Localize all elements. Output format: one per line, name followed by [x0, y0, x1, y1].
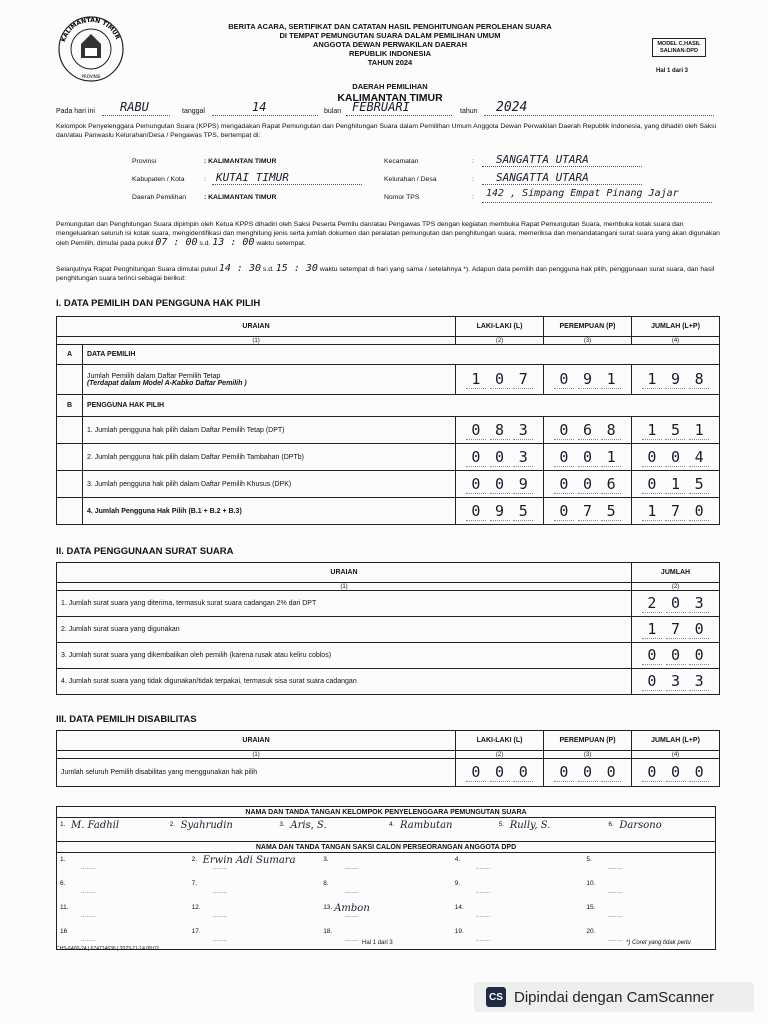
kelurahan-value: SANGATTA UTARA [496, 171, 589, 184]
col-uraian: URAIAN [57, 317, 456, 337]
header-line-4: REPUBLIK INDONESIA [348, 49, 432, 58]
saksi-signature-grid [57, 853, 715, 949]
footnote: *) Coret yang tidak perlu [626, 940, 691, 946]
form-code: CHS-6400-24 | 674714636 | 2023-11-14 08:02 [56, 946, 159, 952]
hari-value: RABU [120, 100, 149, 114]
table-row: Jumlah seluruh Pemilih disabilitas yang menggunakan hak pilih 0 0 0 0 0 0 0 0 0 [57, 759, 720, 787]
time-end: 13 : 00 [212, 237, 255, 248]
kpps-signature-2: 2. Syahrudin [169, 820, 233, 831]
section-1-title: I. DATA PEMILIH DAN PENGGUNA HAK PILIH [56, 298, 261, 309]
kpps-signature-4: 4. Rambutan [389, 820, 453, 831]
table-row: 3. Jumlah surat suara yang dikembalikan oleh pemilih (karena rusak atau keliru coblos) 0 0 0 [57, 643, 720, 669]
kabkota-value: KUTAI TIMUR [216, 171, 289, 184]
col-jumlah: JUMLAH [632, 563, 720, 583]
table-row: 2. Jumlah pengguna hak pilih dalam Daftar Pemilih Tambahan (DPTb) 0 0 3 0 0 1 0 0 4 [57, 444, 720, 471]
kabkota-label: Kabupaten / Kota [132, 176, 185, 183]
saksi-signature-20: 20. ........ [586, 928, 622, 943]
kpps-signature-title: NAMA DAN TANDA TANGAN KELOMPOK PENYELENGGARA PEMUNGUTAN SUARA [57, 807, 715, 818]
kelurahan-label: Kelurahan / Desa [384, 176, 437, 183]
document-header [140, 22, 640, 67]
header-line-3: ANGGOTA DEWAN PERWAKILAN DAERAH [312, 40, 468, 49]
disability-table: URAIAN LAKI-LAKI (L) PEREMPUAN (P) JUMLAH (L+P) (1) (2) (3) (4) Jumlah seluruh Pemilih disabilitas yang menggunakan hak pilih 0 0 0 0 0 0 0 0 0 [56, 730, 720, 787]
saksi-signature-title: NAMA DAN TANDA TANGAN SAKSI CALON PERSEORANGAN ANGGOTA DPD [57, 842, 715, 853]
tps-label: Nomor TPS [384, 194, 420, 201]
saksi-signature-16: 16 ........ [60, 928, 96, 943]
kecamatan-label: Kecamatan [384, 158, 419, 165]
saksi-signature-10: 10. ........ [586, 880, 622, 895]
table-row: Jumlah Pemilih dalam Daftar Pemilih Tetap (Terdapat dalam Model A-Kabko Daftar Pemilih ) 1 0 7 0 9 1 1 9 8 [57, 365, 720, 395]
kaltim-emblem-logo [56, 14, 126, 84]
saksi-signature-14: 14. ........ [454, 904, 491, 919]
section-2-title: II. DATA PENGGUNAAN SURAT SUARA [56, 546, 234, 557]
provinsi-label: Provinsi [132, 158, 157, 165]
header-line-1: BERITA ACARA, SERTIFIKAT DAN CATATAN HASIL PENGHITUNGAN PEROLEHAN SUARA [228, 22, 552, 31]
document-page: KALIMANTAN TIMUR PROVINSI BERITA ACARA, SERTIFIKAT DAN CATATAN HASIL PENGHITUNGAN PEROLEHAN SUARA DI TEMPAT PEMUNGUTAN SUARA DALAM PEMILIHAN UMUM ANGGOTA DEWAN PERWAKILAN DAERAH REPUBLIK INDONESIA TAHUN 2024 MODEL C.HASIL SALINAN-DPD Hal 1 dari 3 DAERAH PEMILIHAN KALIMANTAN TIMUR Pada hari ini RABU tanggal 14 bulan FEBRUARI tahun 2024 Kelompok Penyelenggara Pemungutan Suara (KPPS) mengadakan Rapat Pemungutan dan Penghitungan Suara dalam Pemilihan Umum Anggota Dewan Perwakilan Daerah Republik Indonesia, yang dihadiri oleh Saksi dan/atau Panwaslu Kelurahan/Desa / Pengawas TPS, bertempat di: Provinsi : KALIMANTAN TIMUR Kecamatan : SANGATTA UTARA Kabupaten / Kota : KUTAI TIMUR Kelurahan / Desa : SANGATTA UTARA Daerah Pemilihan : KALIMANTAN TIMUR Nomor TPS : 142 , Simpang Empat Pinang Jajar Pemungutan dan Penghitungan Suara dipimpin oleh Ketua KPPS dihadiri oleh Saksi Peserta Pemilu dan/atau Pengawas TPS dengan kegiatan membuka Rapat Pemungutan Suara, membuka kotak suara dan mengeluarkan seluruh isi kotak suara, mengidentifikasi dan menghitung jenis serta jumlah dokumen dan peralatan pemungutan dan penghitungan suara, memeriksa dan menandatangani surat suara yang akan digunakan oleh Pemilih, dimulai pada pukul 07 : 00 s.d. 13 : 00 waktu setempat. Selanjutnya Rapat Penghitungan Suara dimulai pukul 14 : 30 s.d. 15 : 30 waktu setempat di hari yang sama / setelahnya *). Adapun data pemilih dan pengguna hak pilih, penggunaan surat suara, dan hasil penghitungan suara terinci sebagai berikut: I. DATA PEMILIH DAN PENGGUNA HAK PILIH URAIAN LAKI-LAKI (L) PEREMPUAN (P) JUMLAH (L+P) (1) (2) (3) (4) A DATA PEMILIH Jumlah Pemilih dalam Daftar Pemilih Tetap (Terdapat dalam Model A-Kabko Daftar Pemilih ) 1 0 7 0 9 1 1 9 8 B PENGGUNA HAK PILIH 1. Jumlah pengguna hak pilih dalam Daftar Pemilih Tetap (DPT) 0 8 3 0 6 8 1 5 1 2. Jumlah pengguna hak pilih dalam Daftar Pemilih Tambahan (DPTb) 0 0 3 0 0 1 0 0 4 3. Jumlah pengguna hak pilih dalam Daftar Pemilih Khusus (DPK) 0 0 9 0 0 6 0 1 5 4. Jumlah Pengguna Hak Pilih (B.1 + B.2 + B.3) 0 9 5 0 7 5 1 7 0 II. DATA PENGGUNAAN SURAT SUARA URAIAN JUMLAH (1) (2) 1. Jumlah surat suara yang diterima, termasuk surat suara cadangan 2% dari DPT 2 0 3 2. Jumlah surat suara yang digunakan 1 7 0 3. Jumlah surat suara yang dikembalikan oleh pemilih (karena rusak atau keliru coblos) 0 0 0 4. Jumlah surat suara yang tidak digunakan/tidak terpakai, termasuk sisa surat suara cadangan 0 3 3 III. DATA PEMILIH DISABILITAS URAIAN LAKI-LAKI (L) PEREMPUAN (P) JUMLAH (L+P) (1) (2) (3) (4) Jumlah seluruh Pemilih disabilitas yang menggunakan hak pilih 0 0 0 0 0 0 0 0 0 NAMA DAN TANDA TANGAN KELOMPOK PENYELENGGARA PEMUNGUTAN SUARA 1. M. Fadhil 2. Syahrudin 3. Aris, S. 4. Rambutan 5. Rully, S. 6. Darsono NAMA DAN TANDA TANGAN SAKSI CALON PERSEORANGAN ANGGOTA DPD 1. ........ 2. ........ Erwin Adi Sumara 3. ........ 4. ........ 5. ........ 6. ........ 7. ........ 8. ........ 9. ........ 10. ........ 11. ........ 12. ........ 13. ........ Ambon 14. ........ 15. ........ 16 ........ 17. ........ 18. ........ 19. ........ 20. ........ CHS-6400-24 | 674714636 | 2023-11-14 08:02 Hal 1 dari 3 *) Coret yang tidak perlu CS Dipindai dengan CamScanner [0, 0, 768, 1024]
saksi-signature-7: 7. ........ [191, 880, 228, 895]
tahun-label: tahun [460, 108, 478, 115]
region-label: DAERAH PEMILIHAN [352, 82, 428, 91]
section-3-title: III. DATA PEMILIH DISABILITAS [56, 714, 197, 725]
saksi-signature-6: 6. ........ [60, 880, 96, 895]
table-row: 2. Jumlah surat suara yang digunakan 1 7 0 [57, 617, 720, 643]
time-start: 07 : 00 [155, 237, 198, 248]
col-uraian: URAIAN [57, 563, 632, 583]
kpps-signature-6: 6. Darsono [608, 820, 662, 831]
procedure-paragraph: Pemungutan dan Penghitungan Suara dipimpin oleh Ketua KPPS dihadiri oleh Saksi Peserta Pemilu dan/atau Pengawas TPS dengan kegiatan membuka Rapat Pemungutan Suara, membuka kotak suara dan mengeluarkan seluruh isi kotak suara, mengidentifikasi dan menghitung jenis serta jumlah dokumen dan peralatan pemungutan dan penghitungan suara, memeriksa dan menandatangani surat suara yang akan digunakan oleh Pemilih, dimulai pada pukul 07 : 00 s.d. 13 : 00 waktu setempat. [56, 221, 720, 248]
saksi-signature-13: 13. ........ Ambon [323, 903, 370, 919]
saksi-signature-1: 1. ........ [60, 856, 96, 871]
saksi-signature-18: 18. ........ [323, 928, 359, 943]
voter-data-table: URAIAN LAKI-LAKI (L) PEREMPUAN (P) JUMLAH (L+P) (1) (2) (3) (4) A DATA PEMILIH Jumlah Pemilih dalam Daftar Pemilih Tetap (Terdapat dalam Model A-Kabko Daftar Pemilih ) 1 0 7 0 9 1 1 9 8 B PENGGUNA HAK PILIH 1. Jumlah pengguna hak pilih dalam Daftar Pemilih Tetap (DPT) 0 8 3 0 6 8 1 5 1 2. Jumlah pengguna hak pilih dalam Daftar Pemilih Tambahan (DPTb) 0 0 3 0 0 1 0 0 4 3. Jumlah pengguna hak pilih dalam Daftar Pemilih Khusus (DPK) 0 0 9 0 0 6 0 1 5 4. Jumlah Pengguna Hak Pilih (B.1 + B.2 + B.3) 0 9 5 0 7 5 1 7 0 [56, 316, 720, 525]
kpps-signature-row [57, 818, 715, 842]
col-perempuan: PEREMPUAN (P) [544, 731, 632, 751]
dapil-value: : KALIMANTAN TIMUR [204, 194, 277, 201]
col-laki-laki: LAKI-LAKI (L) [456, 317, 544, 337]
saksi-signature-12: 12. ........ [191, 904, 228, 919]
kpps-signature-1: 1. M. Fadhil [60, 820, 120, 831]
logo-text-bottom: PROVINSI [81, 74, 101, 79]
tanggal-value: 14 [252, 100, 267, 114]
col-perempuan: PEREMPUAN (P) [544, 317, 632, 337]
group-a-title: DATA PEMILIH [82, 345, 719, 365]
saksi-signature-17: 17. ........ [191, 928, 228, 943]
region-name: KALIMANTAN TIMUR [337, 92, 443, 104]
ballot-usage-table: URAIAN JUMLAH (1) (2) 1. Jumlah surat suara yang diterima, termasuk surat suara cadangan 2% dari DPT 2 0 3 2. Jumlah surat suara yang digunakan 1 7 0 3. Jumlah surat suara yang dikembalikan oleh pemilih (karena rusak atau keliru coblos) 0 0 0 4. Jumlah surat suara yang tidak digunakan/tidak terpakai, termasuk sisa surat suara cadangan 0 3 3 [56, 562, 720, 695]
hari-label: Pada hari ini [56, 108, 95, 115]
dateline [56, 100, 716, 120]
saksi-signature-15: 15. ........ [586, 904, 622, 919]
saksi-signature-11: 11. ........ [60, 904, 96, 919]
table-row: 4. Jumlah surat suara yang tidak digunakan/tidak terpakai, termasuk sisa surat suara cadangan 0 3 3 [57, 669, 720, 695]
header-line-5: TAHUN 2024 [367, 58, 413, 67]
dapil-label: Daerah Pemilihan [132, 194, 187, 201]
camscanner-watermark [474, 982, 754, 1012]
bulan-value: FEBRUARI [352, 100, 410, 114]
signature-block [56, 806, 716, 950]
kpps-signature-5: 5. Rully, S. [498, 820, 551, 831]
model-badge: MODEL C.HASIL SALINAN-DPD [652, 38, 706, 57]
group-b-letter: B [57, 395, 83, 417]
page-indicator-top: Hal 1 dari 3 [656, 68, 689, 74]
group-b-title: PENGGUNA HAK PILIH [82, 395, 719, 417]
count-paragraph: Selanjutnya Rapat Penghitungan Suara dimulai pukul 14 : 30 s.d. 15 : 30 waktu setempat di hari yang sama / setelahnya *). Adapun data pemilih dan pengguna hak pilih, penggunaan surat suara, dan hasil penghitungan suara terinci sebagai berikut: [56, 263, 715, 282]
table-row: 4. Jumlah Pengguna Hak Pilih (B.1 + B.2 + B.3) 0 9 5 0 7 5 1 7 0 [57, 498, 720, 525]
header-line-2: DI TEMPAT PEMUNGUTAN SUARA DALAM PEMILIHAN UMUM [279, 31, 501, 40]
col-jumlah: JUMLAH (L+P) [632, 731, 720, 751]
col-laki-laki: LAKI-LAKI (L) [456, 731, 544, 751]
saksi-signature-5: 5. ........ [586, 856, 622, 871]
camscanner-text: Dipindai dengan CamScanner [514, 988, 715, 1006]
camscanner-icon: CS [486, 987, 506, 1007]
saksi-signature-9: 9. ........ [454, 880, 491, 895]
tanggal-label: tanggal [182, 108, 205, 115]
table-row: 1. Jumlah surat suara yang diterima, termasuk surat suara cadangan 2% dari DPT 2 0 3 [57, 591, 720, 617]
kecamatan-value: SANGATTA UTARA [496, 153, 589, 166]
saksi-signature-8: 8. ........ [323, 880, 359, 895]
saksi-signature-4: 4. ........ [454, 856, 491, 871]
col-jumlah: JUMLAH (L+P) [632, 317, 720, 337]
provinsi-value: : KALIMANTAN TIMUR [204, 158, 277, 165]
saksi-signature-2: 2. ........ Erwin Adi Sumara [191, 855, 296, 871]
tps-value: 142 , Simpang Empat Pinang Jajar [486, 188, 679, 199]
group-a-letter: A [57, 345, 83, 365]
saksi-signature-3: 3. ........ [323, 856, 359, 871]
tahun-value: 2024 [496, 100, 528, 115]
saksi-signature-19: 19. ........ [454, 928, 491, 943]
table-row: 3. Jumlah pengguna hak pilih dalam Daftar Pemilih Khusus (DPK) 0 0 9 0 0 6 0 1 5 [57, 471, 720, 498]
kpps-signature-3: 3. Aris, S. [279, 820, 327, 831]
intro-paragraph: Kelompok Penyelenggara Pemungutan Suara (KPPS) mengadakan Rapat Pemungutan dan Penghitungan Suara dalam Pemilihan Umum Anggota Dewan Perwakilan Daerah Republik Indonesia, yang dihadiri oleh Saksi dan/atau Panwaslu Kelurahan/Desa / Pengawas TPS, bertempat di: [56, 123, 717, 139]
count-end-time: 15 : 30 [275, 263, 318, 274]
count-start-time: 14 : 30 [218, 263, 262, 274]
bulan-label: bulan [324, 108, 342, 115]
table-row: 1. Jumlah pengguna hak pilih dalam Daftar Pemilih Tetap (DPT) 0 8 3 0 6 8 1 5 1 [57, 417, 720, 444]
page-indicator-bottom: Hal 1 dari 3 [362, 940, 393, 946]
logo-text-top: KALIMANTAN TIMUR [60, 16, 121, 43]
col-uraian: URAIAN [57, 731, 456, 751]
